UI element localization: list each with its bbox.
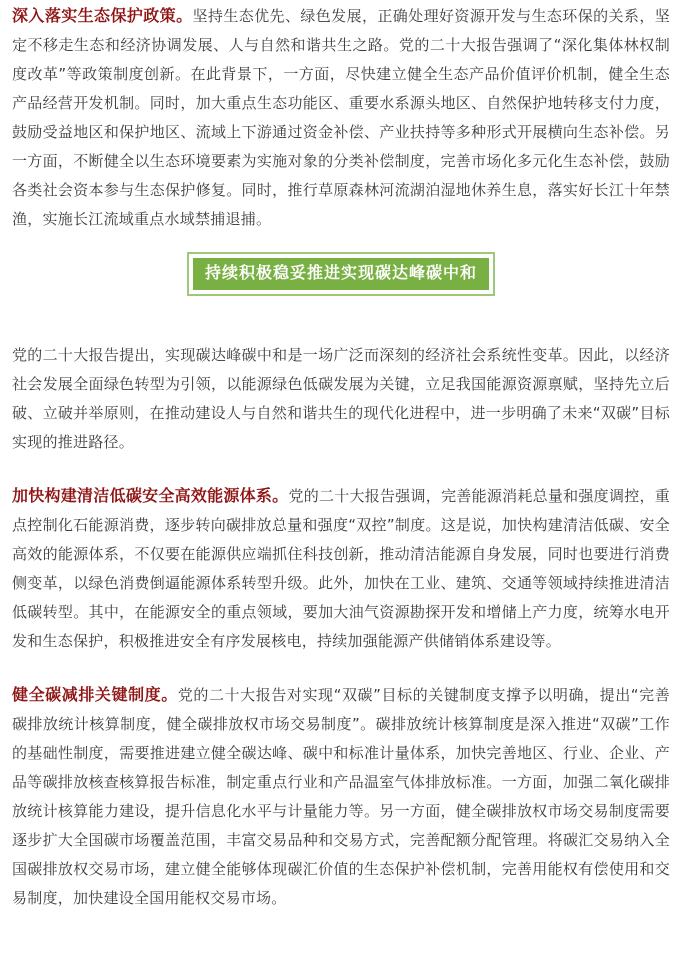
paragraph-lead-heading: 深入落实生态保护政策。 [12, 6, 193, 25]
paragraph-ecological-protection [12, 0, 670, 234]
paragraph-lead-heading: 加快构建清洁低碳安全高效能源体系。 [12, 486, 289, 505]
paragraph-body-text: 党的二十大报告对实现“双碳”目标的关键制度支撑予以明确，提出“完善碳排放统计核算制度，健全碳排放权市场交易制度”。碳排放统计核算制度是深入推进“双碳”工作的基础性制度，需要推进建立健全碳达峰、碳中和标准计量体系，加快完善地区、行业、企业、产品等碳排放核查核算报告标准，制定重点行业和产品温室气体排放标准。一方面，加强二氧化碳排放统计核算能力建设，提升信息化水平与计量能力等。另一方面，健全碳排放权市场交易制度需要逐步扩大全国碳市场覆盖范围，丰富交易品种和交易方式，完善配额分配管理。将碳汇交易纳入全国碳排放权交易市场，建立健全能够体现碳汇价值的生态保护补偿机制，完善用能权有偿使用和交易制度，加快建设全国用能权交易市场。 [12, 686, 670, 907]
paragraph-intro: 党的二十大报告提出，实现碳达峰碳中和是一场广泛而深刻的经济社会系统性变革。因此，以经济社会发展全面绿色转型为引领，以能源绿色低碳发展为关键，立足我国能源资源禀赋，坚持先立后破、立破并举原则，在推动建设人与自然和谐共生的现代化进程中，进一步明确了未来“双碳”目标实现的推进路径。 [12, 346, 670, 451]
paragraph-body-text: 坚持生态优先、绿色发展，正确处理好资源开发与生态环保的关系，坚定不移走生态和经济协调发展、人与自然和谐共生之路。党的二十大报告强调了“深化集体林权制度改革”等政策制度创新。在此背景下，一方面，尽快建立健全生态产品价值评价机制，健全生态产品经营开发机制。同时，加大重点生态功能区、重要水系源头地区、自然保护地转移支付力度，鼓励受益地区和保护地区、流域上下游通过资金补偿、产业扶持等多种形式开展横向生态补偿。另一方面，不断健全以生态环境要素为实施对象的分类补偿制度，完善市场化多元化生态补偿，鼓励各类社会资本参与生态保护修复。同时，推行草原森林河流湖泊湿地休养生息，落实好长江十年禁渔，实施长江流域重点水域禁捕退捕。 [12, 7, 670, 228]
section-banner-container [12, 254, 670, 294]
paragraph-carbon-reduction [12, 680, 670, 913]
paragraph-body-text: 党的二十大报告强调，完善能源消耗总量和强度调控，重点控制化石能源消费，逐步转向碳排放总量和强度“双控”制度。这是说，加快构建清洁低碳、安全高效的能源体系，不仅要在能源供应端抓住科技创新，推动清洁能源自身发展，同时也要进行消费侧变革，以绿色消费倒逼能源体系转型升级。此外，加快在工业、建筑、交通等领域持续推进清洁低碳转型。其中，在能源安全的重点领域，要加大油气资源勘探开发和增储上产力度，统筹水电开发和生态保护，积极推进安全有序发展核电，持续加强能源产供储销体系建设等。 [12, 487, 670, 650]
section-banner-title: 持续积极稳妥推进实现碳达峰碳中和 [189, 254, 493, 294]
paragraph-energy-system [12, 481, 670, 656]
paragraph-lead-heading: 健全碳减排关键制度。 [12, 685, 178, 704]
